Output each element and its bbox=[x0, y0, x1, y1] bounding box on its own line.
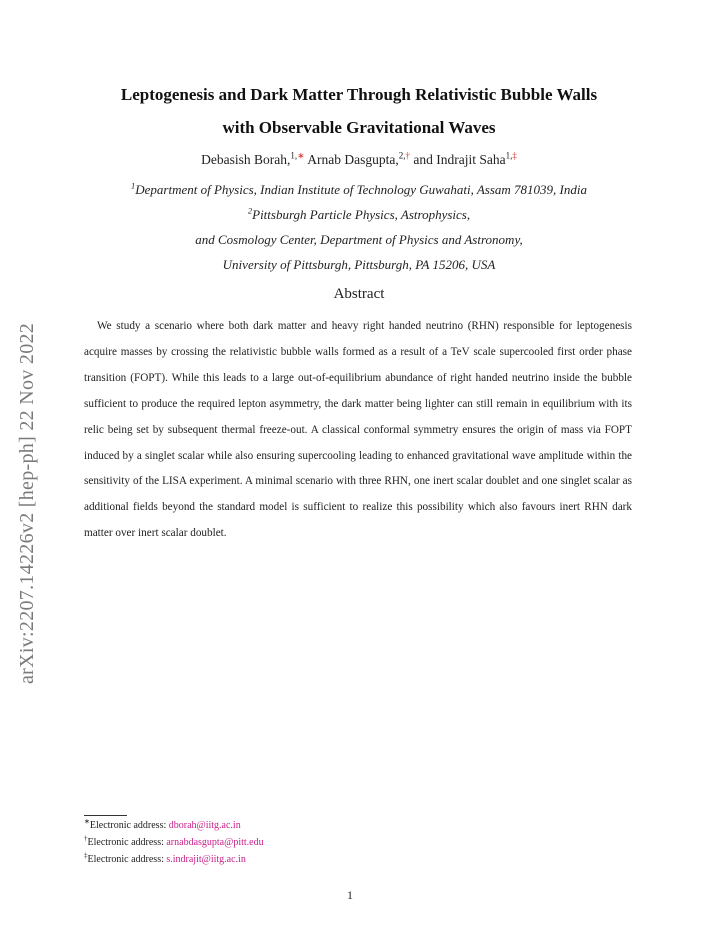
author-list bbox=[60, 152, 658, 168]
paper-title bbox=[60, 78, 658, 144]
affiliation-1: $^1$Department of Physics, Indian Institute of Technology Guwahati, Assam 781039, India bbox=[131, 180, 587, 197]
footnote-rule bbox=[84, 815, 127, 816]
footnote: ∗Electronic address: dborah@iitg.ac.in bbox=[84, 817, 241, 831]
author-affil-mark: 1,∗ bbox=[290, 150, 305, 161]
abstract-heading: Abstract bbox=[333, 286, 385, 302]
page-number: 1 bbox=[347, 888, 353, 902]
abstract-body: We study a scenario where both dark matter and heavy right handed neutrino (RHN) responsible for leptogenesis acquire masses by crossing the relativistic bubble walls formed as a result of a TeV scale supercooled first order phase transition (FOPT). While this leads to a large out-of-equilibrium abundance of right handed neutrino inside the bubble sufficient to produce the required lepton asymmetry, the dark matter being lighter can still remain in equilibrium with its relic being set by subsequent thermal freeze-out. A classical conformal symmetry ensures the origin of mass via FOPT induced by a singlet scalar while also ensuring supercooling leading to enhanced gravitational wave amplitude within the sensitivity of the LISA experiment. A minimal scenario with three RHN, one inert scalar doublet and one singlet scalar as additional fields beyond the standard model is sufficient to realize this possibility which also favours inert RHN dark matter over inert scalar doublet. bbox=[84, 320, 632, 540]
author-name: Arnab Dasgupta, bbox=[307, 152, 399, 167]
affiliation-2-line-1: $^2$Pittsburgh Particle Physics, Astrophysics, bbox=[247, 205, 471, 222]
title-line-2: with Observable Gravitational Waves bbox=[222, 118, 496, 137]
author-name: Debasish Borah, bbox=[201, 152, 291, 167]
affiliation-2-line-3: University of Pittsburgh, Pittsburgh, PA 15206, USA bbox=[222, 257, 496, 272]
author-affil-mark: 2,† bbox=[398, 150, 411, 161]
footnote: †Electronic address: arnabdasgupta@pitt.edu bbox=[84, 834, 264, 848]
author-name: and Indrajit Saha bbox=[413, 152, 506, 167]
title-line-1: Leptogenesis and Dark Matter Through Relativistic Bubble Walls bbox=[120, 85, 598, 104]
arxiv-stamp: arXiv:2207.14226v2 [hep-ph] 22 Nov 2022 bbox=[16, 322, 38, 684]
email-link[interactable]: arnabdasgupta@pitt.edu bbox=[166, 837, 264, 848]
affiliation-2-line-2: and Cosmology Center, Department of Physics and Astronomy, bbox=[195, 232, 523, 247]
email-link[interactable]: s.indrajit@iitg.ac.in bbox=[166, 854, 246, 865]
author-affil-mark: 1,‡ bbox=[505, 150, 517, 161]
email-link[interactable]: dborah@iitg.ac.in bbox=[168, 820, 241, 831]
footnote: ‡Electronic address: s.indrajit@iitg.ac.in bbox=[84, 851, 246, 865]
